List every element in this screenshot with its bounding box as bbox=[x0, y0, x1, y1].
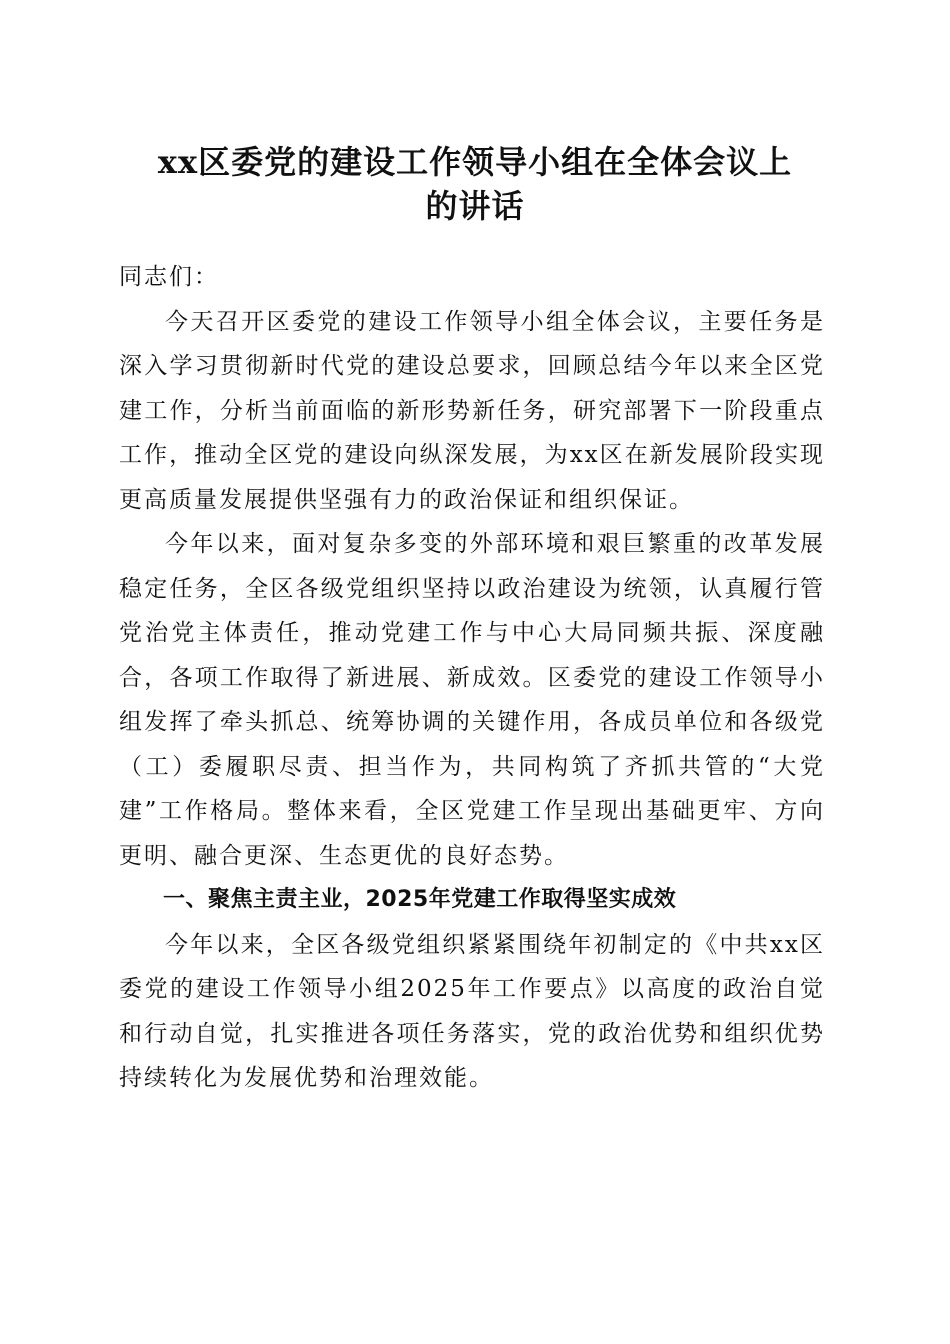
document-body bbox=[119, 255, 825, 1101]
paragraph-section-1: 今年以来，全区各级党组织紧紧围绕年初制定的《中共xx区委党的建设工作领导小组2025年工作要点》以高度的政治自觉和行动自觉，扎实推进各项任务落实，党的政治优势和组织优势持续转化为发展优势和治理效能。 bbox=[119, 931, 825, 1091]
document-title-line-1: xx区委党的建设工作领导小组在全体会议上 bbox=[157, 143, 793, 181]
paragraph-opening: 今天召开区委党的建设工作领导小组全体会议，主要任务是深入学习贯彻新时代党的建设总要求，回顾总结今年以来全区党建工作，分析当前面临的新形势新任务，研究部署下一阶段重点工作，推动全区党的建设向纵深发展，为xx区在新发展阶段实现更高质量发展提供坚强有力的政治保证和组织保证。 bbox=[119, 308, 825, 513]
section-heading-1: 一、聚焦主责主业，2025年党建工作取得坚实成效 bbox=[163, 887, 677, 912]
document-title bbox=[100, 140, 850, 228]
paragraph-overview: 今年以来，面对复杂多变的外部环境和艰巨繁重的改革发展稳定任务，全区各级党组织坚持以政治建设为统领，认真履行管党治党主体责任，推动党建工作与中心大局同频共振、深度融合，各项工作取得了新进展、新成效。区委党的建设工作领导小组发挥了牵头抓总、统筹协调的关键作用，各成员单位和各级党（工）委履职尽责、担当作为，共同构筑了齐抓共管的“大党建”工作格局。整体来看，全区党建工作呈现出基础更牢、方向更明、融合更深、生态更优的良好态势。 bbox=[119, 531, 825, 869]
document-title-line-2: 的讲话 bbox=[425, 187, 525, 225]
greeting: 同志们： bbox=[119, 264, 219, 290]
